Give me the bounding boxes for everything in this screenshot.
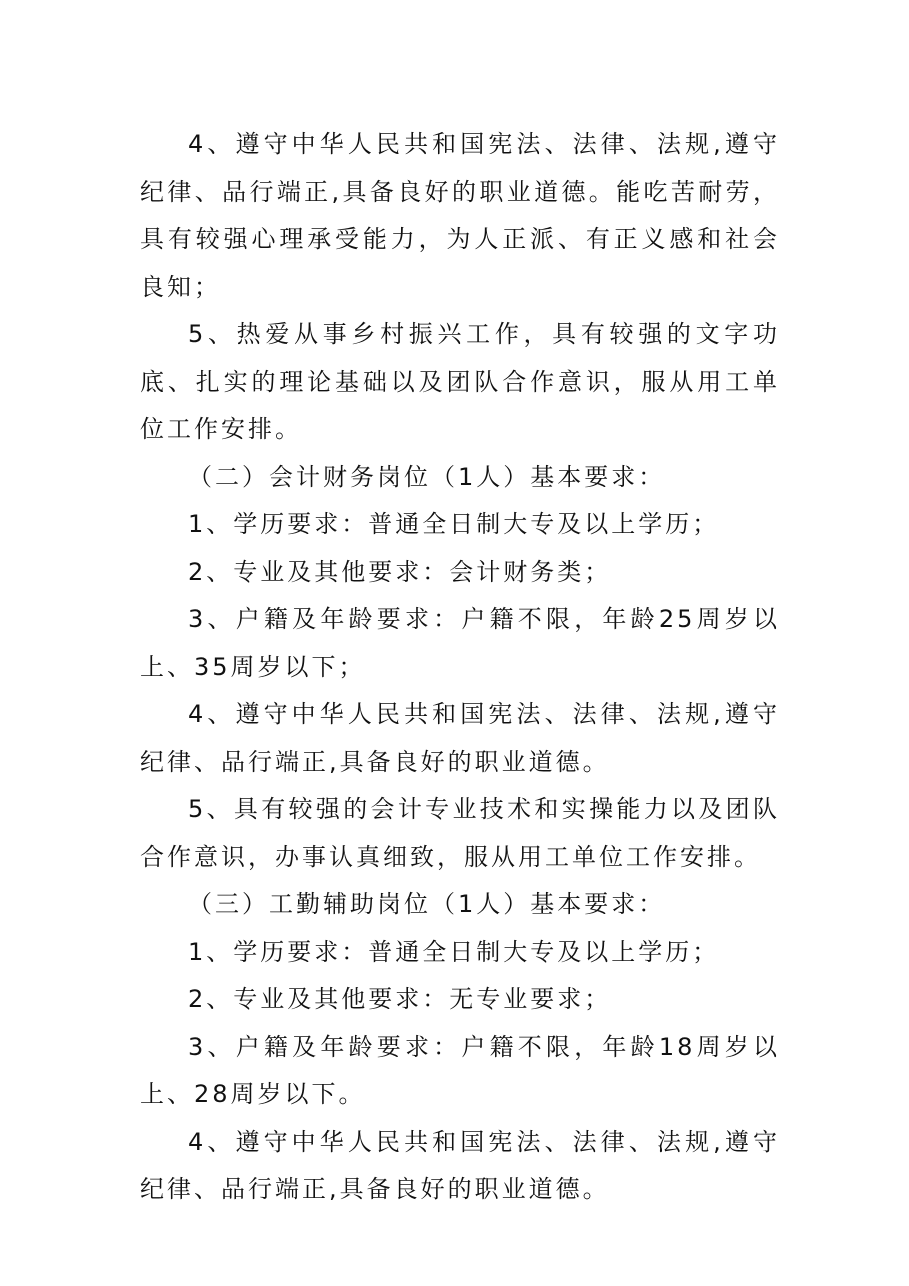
paragraph-support-req-4: 4、遵守中华人民共和国宪法、法律、法规,遵守纪律、品行端正,具备良好的职业道德。 bbox=[140, 1127, 780, 1203]
paragraph-accounting-req-1: 1、学历要求：普通全日制大专及以上学历； bbox=[188, 510, 720, 538]
paragraph-support-req-1: 1、学历要求：普通全日制大专及以上学历； bbox=[188, 937, 720, 966]
paragraph-requirement-5-first: 5、热爱从事乡村振兴工作，具有较强的文字功底、扎实的理论基础以及团队合作意识，服从用工单位工作安排。 bbox=[140, 320, 780, 443]
paragraph-support-req-3: 3、户籍及年龄要求：户籍不限，年龄18周岁以上、28周岁以下。 bbox=[140, 1032, 780, 1108]
paragraph-accounting-req-4: 4、遵守中华人民共和国宪法、法律、法规,遵守纪律、品行端正,具备良好的职业道德。 bbox=[140, 700, 780, 776]
paragraph-accounting-req-2: 2、专业及其他要求：会计财务类； bbox=[188, 557, 612, 586]
paragraph-accounting-req-3: 3、户籍及年龄要求：户籍不限，年龄25周岁以上、35周岁以下； bbox=[140, 605, 780, 681]
section-heading-accounting: （二）会计财务岗位（1人）基本要求： bbox=[188, 462, 666, 491]
paragraph-accounting-req-5: 5、具有较强的会计专业技术和实操能力以及团队合作意识，办事认真细致，服从用工单位工作安排。 bbox=[140, 795, 780, 871]
paragraph-requirement-4-first: 4、遵守中华人民共和国宪法、法律、法规,遵守纪律、品行端正,具备良好的职业道德。能吃苦耐劳，具有较强心理承受能力，为人正派、有正义感和社会良知； bbox=[140, 130, 780, 301]
paragraph-support-req-2: 2、专业及其他要求：无专业要求； bbox=[188, 985, 612, 1013]
section-heading-support: （三）工勤辅助岗位（1人）基本要求： bbox=[188, 890, 666, 918]
document-body bbox=[140, 121, 780, 1214]
